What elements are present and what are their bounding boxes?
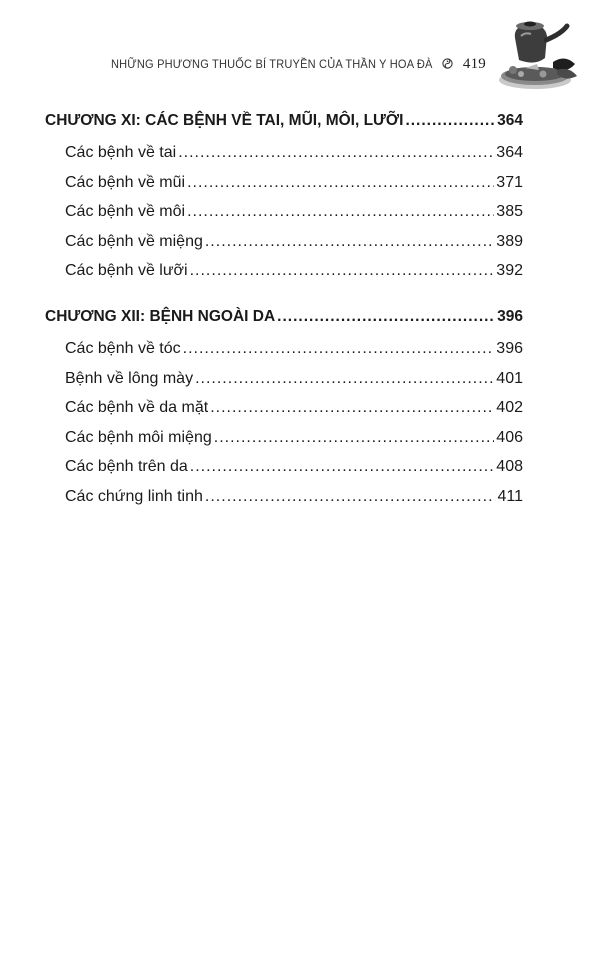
dot-leader: [205, 227, 494, 257]
dot-leader: [205, 482, 496, 512]
dot-leader: [277, 302, 495, 332]
section-title: Các bệnh về môi: [65, 203, 186, 221]
section-title: Các bệnh về tóc: [65, 339, 181, 357]
section-page: 385: [496, 203, 523, 221]
dot-leader: [183, 334, 495, 364]
section-page: 411: [497, 487, 523, 505]
section-title: Các bệnh về mũi: [65, 173, 186, 191]
section-page: 396: [496, 339, 523, 357]
chapter-block: [45, 106, 523, 286]
section-entry[interactable]: [45, 334, 523, 364]
section-title: Các bệnh về da mặt: [65, 399, 209, 417]
running-title: NHỮNG PHƯƠNG THUỐC BÍ TRUYỀN CỦA THẦN Y HOA ĐÀ: [111, 57, 433, 71]
chapter-entry[interactable]: [45, 302, 523, 332]
section-title: Các bệnh trên da: [65, 458, 188, 476]
section-page: 406: [496, 428, 523, 446]
section-title: Bệnh về lông mày: [65, 369, 194, 387]
page-number: 419: [462, 56, 486, 72]
chapter-title: CHƯƠNG XII: BỆNH NGOÀI DA: [45, 307, 276, 325]
section-page: 392: [496, 262, 523, 280]
chapter-page: 396: [497, 307, 523, 325]
dot-leader: [190, 256, 495, 286]
table-of-contents: [45, 106, 523, 528]
dot-leader: [195, 364, 494, 394]
section-entry[interactable]: [45, 423, 523, 453]
dot-leader: [190, 452, 495, 482]
dot-leader: [405, 106, 495, 136]
section-page: 401: [496, 369, 523, 387]
section-entry[interactable]: [45, 482, 523, 512]
section-entry[interactable]: [45, 168, 523, 198]
dot-leader: [210, 393, 494, 423]
section-title: Các bệnh về lưỡi: [65, 262, 188, 280]
chapter-entry[interactable]: [45, 106, 523, 136]
teapot-herbs-illustration: [495, 18, 581, 92]
section-title: Các bệnh về tai: [65, 144, 177, 161]
section-entry[interactable]: [45, 393, 523, 423]
dot-leader: [187, 197, 494, 227]
section-page: 389: [496, 232, 523, 250]
chapter-page: 364: [497, 112, 523, 129]
dot-leader: [214, 423, 495, 453]
section-entry[interactable]: [45, 197, 523, 227]
chapter-title: CHƯƠNG XI: CÁC BỆNH VỀ TAI, MŨI, MÔI, LƯỠI: [45, 112, 404, 129]
chapter-block: [45, 302, 523, 512]
running-head: [0, 56, 486, 73]
section-entry[interactable]: [45, 364, 523, 394]
dot-leader: [187, 168, 494, 198]
section-entry[interactable]: [45, 138, 523, 168]
section-title: Các bệnh về miệng: [65, 232, 203, 250]
section-page: 402: [496, 399, 523, 417]
swirl-ornament-icon: [442, 57, 453, 71]
section-entry[interactable]: [45, 256, 523, 286]
section-title: Các bệnh môi miệng: [65, 428, 212, 446]
section-page: 371: [496, 173, 523, 191]
section-page: 408: [496, 458, 523, 476]
section-entry[interactable]: [45, 452, 523, 482]
dot-leader: [178, 138, 494, 168]
section-entry[interactable]: [45, 227, 523, 257]
section-page: 364: [496, 144, 523, 161]
section-title: Các chứng linh tinh: [65, 487, 203, 505]
